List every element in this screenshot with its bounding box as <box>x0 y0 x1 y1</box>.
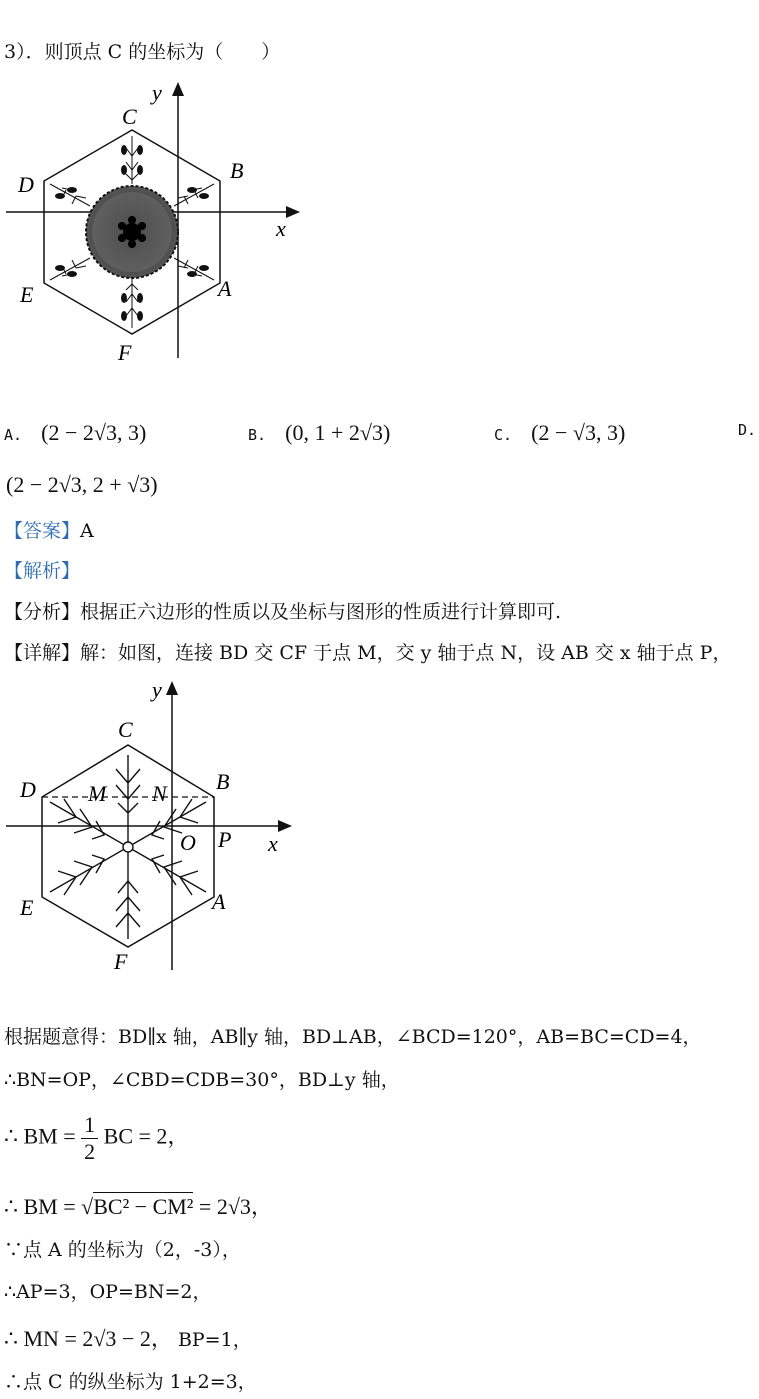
option-d[interactable] <box>738 420 756 439</box>
label-B: B <box>216 769 230 794</box>
xiangjie-label: 【详解】 <box>4 642 81 664</box>
figure-hexagon-2 <box>0 675 310 975</box>
label-x: x <box>268 831 278 856</box>
option-a-text: (2 − 2√3, 3) <box>41 420 147 445</box>
line4-post: = 2√3， <box>193 1194 273 1219</box>
fraction-numerator: 1 <box>81 1112 98 1139</box>
label-E: E <box>20 282 34 307</box>
label-P: P <box>218 827 232 852</box>
fraction-denominator: 2 <box>84 1139 96 1164</box>
line4-radicand: BC² − CM² <box>93 1194 194 1219</box>
solution-line-4 <box>4 1190 273 1221</box>
answer-line <box>4 519 94 543</box>
label-C: C <box>118 717 133 742</box>
answer-value: A <box>80 520 94 542</box>
label-F: F <box>114 949 128 974</box>
question-text: 3）．则顶点 C 的坐标为（ ） <box>4 41 281 63</box>
fenxi-line <box>4 600 561 624</box>
label-C: C <box>122 104 137 129</box>
label-x: x <box>276 216 286 241</box>
option-b[interactable] <box>248 420 390 446</box>
option-d-letter: D. <box>738 421 757 439</box>
line3-post: BC = 2， <box>103 1123 190 1149</box>
option-b-letter: B. <box>248 426 267 444</box>
label-F: F <box>118 340 132 365</box>
solution-line-2: ∴BN=OP，∠CBD=CDB=30°，BD⊥y 轴， <box>4 1069 400 1091</box>
fraction-half <box>81 1112 98 1165</box>
label-B: B <box>230 158 244 183</box>
fenxi-label: 【分析】 <box>4 601 81 623</box>
solution-line-7 <box>4 1322 252 1353</box>
label-A: A <box>218 276 232 301</box>
label-M: M <box>88 781 107 806</box>
label-y: y <box>152 80 162 105</box>
option-b-text: (0, 1 + 2√3) <box>285 420 391 445</box>
solution-line-5: ∵点 A 的坐标为（2，-3）， <box>4 1239 241 1261</box>
sqrt-sign: √ <box>81 1194 94 1219</box>
label-O: O <box>180 830 196 855</box>
solution-line-8: ∴点 C 的纵坐标为 1+2=3， <box>4 1371 257 1393</box>
figure-hexagon-1 <box>0 78 310 368</box>
solution-line-1: 根据题意得：BD∥x 轴，AB∥y 轴，BD⊥AB，∠BCD=120°，AB=BC=CD=4， <box>4 1026 702 1048</box>
xiangjie-line <box>4 641 731 665</box>
label-A: A <box>212 889 226 914</box>
label-y: y <box>152 677 162 702</box>
label-E: E <box>20 895 34 920</box>
label-D: D <box>20 777 36 802</box>
option-c[interactable] <box>494 420 625 446</box>
option-d-text: (2 − 2√3, 2 + √3) <box>6 472 158 497</box>
line7-pre: ∴ MN = 2√3 − 2， <box>4 1326 173 1351</box>
answer-label: 【答案】 <box>4 520 81 542</box>
fenxi-text: 根据正六边形的性质以及坐标与图形的性质进行计算即可. <box>80 601 562 623</box>
option-a[interactable] <box>4 420 146 446</box>
option-c-letter: C. <box>494 426 513 444</box>
label-D: D <box>18 172 34 197</box>
solution-line-6: ∴AP=3，OP=BN=2， <box>4 1281 212 1303</box>
option-a-letter: A. <box>4 426 23 444</box>
solution-line-3 <box>4 1112 189 1165</box>
line4-pre: ∴ BM = <box>4 1194 82 1219</box>
line7-post: BP=1， <box>177 1329 252 1351</box>
option-c-text: (2 − √3, 3) <box>531 420 626 445</box>
xiangjie-text: 解：如图，连接 BD 交 CF 于点 M，交 y 轴于点 N，设 AB 交 x 轴于点 P， <box>80 642 732 664</box>
line3-pre: ∴ BM = <box>4 1123 82 1149</box>
analysis-label: 【解析】 <box>4 560 81 582</box>
label-N: N <box>152 781 167 806</box>
